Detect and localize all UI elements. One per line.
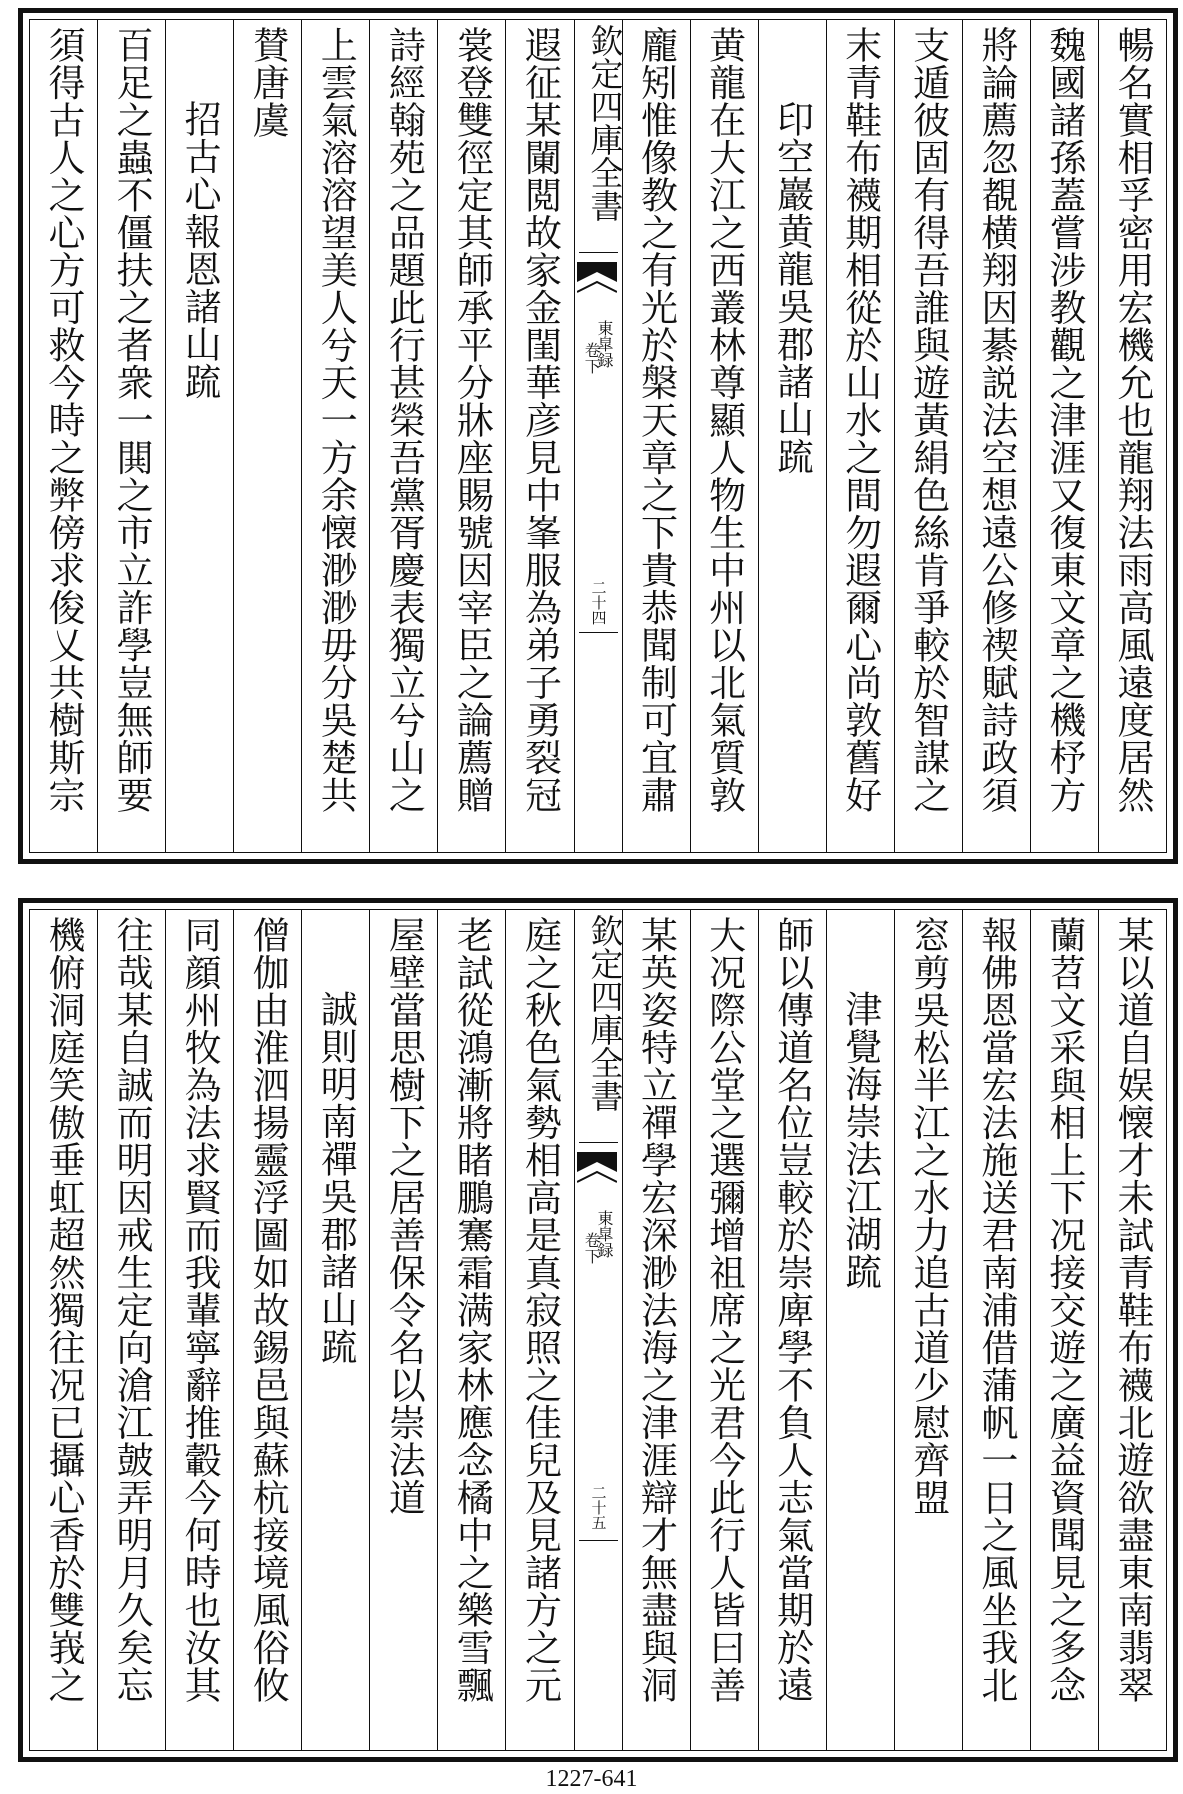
column-text: 同顔州牧為法求賢而我輩寧辭推轂今何時也汝其 [178, 916, 222, 1704]
column-text: 裳登雙徑定其師承平分牀座賜號因宰臣之論薦贈 [450, 26, 494, 814]
text-column [505, 910, 573, 1750]
fish-tail-mark-icon [577, 262, 617, 298]
column-text: 蘭苕文采與相上下况接交遊之廣益資聞見之多念 [1042, 916, 1086, 1704]
column-grid-top [29, 19, 1167, 853]
text-column [369, 910, 437, 1750]
column-text: 魏國諸孫蓋嘗涉教觀之津涯又復東文章之機杼方 [1042, 26, 1086, 814]
center-book-name: 東皐録 [595, 1210, 615, 1258]
fish-tail-mark-icon [577, 1152, 617, 1188]
text-column [30, 20, 97, 852]
text-column [1030, 910, 1098, 1750]
text-column [233, 910, 301, 1750]
column-grid-bottom [29, 909, 1167, 1751]
column-text: 僧伽由淮泗揚靈浮圖如故錫邑與蘇杭接境風俗攸 [246, 916, 290, 1704]
column-text: 百足之蟲不僵扶之者衆一閧之市立詐學豈無師要 [110, 26, 154, 814]
column-text: 師以傳道名位豈較於崇庳學不負人志氣當期於遠 [770, 916, 814, 1704]
text-column [505, 20, 573, 852]
center-page-number: 二十四 [589, 580, 608, 625]
center-title: 欽定四庫全書 [585, 24, 625, 222]
text-column [622, 20, 690, 852]
center-divider [579, 632, 618, 633]
center-page-number: 二十五 [589, 1485, 608, 1530]
center-divider [579, 1540, 618, 1541]
column-text: 大况際公堂之選彌增祖席之光君今此行人皆曰善 [702, 916, 746, 1704]
text-column [233, 20, 301, 852]
center-volume: 卷下 [582, 1232, 602, 1264]
column-text: 黄龍在大江之西叢林尊顯人物生中州以北氣質敦 [702, 26, 746, 814]
column-text: 賛唐虞 [246, 26, 290, 139]
text-column [301, 20, 369, 852]
column-text: 某以道自娱懐才未試青鞋布襪北遊欲盡東南翡翠 [1110, 916, 1154, 1704]
text-column [97, 20, 165, 852]
text-column [97, 910, 165, 1750]
column-text: 津覺海崇法江湖䟽 [838, 990, 882, 1290]
text-column [165, 20, 233, 852]
text-column [894, 20, 962, 852]
column-text: 上雲氣溶溶望美人兮天一方余懐渺渺毋分吳楚共 [314, 26, 358, 814]
text-column [369, 20, 437, 852]
text-column [437, 910, 505, 1750]
text-column [622, 910, 690, 1750]
text-column [962, 910, 1030, 1750]
text-column [690, 910, 758, 1750]
column-text: 老試從鴻漸將睹鵬騫霜满家林應念橘中之樂雪飄 [450, 916, 494, 1704]
text-column [758, 20, 826, 852]
page-number-footer: 1227-641 [545, 1766, 638, 1792]
text-column [30, 910, 97, 1750]
column-text: 庭之秋色氣勢相高是真寂照之佳兒及見諸方之元 [518, 916, 562, 1704]
center-fold-column [574, 20, 625, 852]
column-text: 龐矧惟像教之有光於槃天章之下貴恭聞制可宜肅 [634, 26, 678, 814]
center-divider [579, 252, 618, 253]
text-column [437, 20, 505, 852]
center-volume: 卷下 [582, 342, 602, 374]
text-column [894, 910, 962, 1750]
column-text: 支遁彼固有得吾誰與遊黃絹色絲肯爭較於智謀之 [906, 26, 950, 814]
column-text: 須得古人之心方可救今時之弊傍求俊乂共樹斯宗 [42, 26, 86, 814]
page-bottom [18, 898, 1178, 1762]
text-column [1098, 20, 1166, 852]
column-text: 招古心報恩諸山䟽 [178, 100, 222, 400]
text-column [1030, 20, 1098, 852]
column-text: 詩經翰苑之品題此行甚榮吾黨胥慶表獨立兮山之 [382, 26, 426, 814]
column-text: 機俯洞庭笑傲垂虹超然獨往况已攝心香於雙峩之 [42, 916, 86, 1704]
center-title: 欽定四庫全書 [585, 914, 625, 1112]
text-column [758, 910, 826, 1750]
text-column [826, 910, 894, 1750]
text-column [1098, 910, 1166, 1750]
column-text: 報佛恩當宏法施送君南浦借蒲帆一日之風坐我北 [974, 916, 1018, 1704]
column-text: 屋壁當思樹下之居善保令名以崇法道 [382, 916, 426, 1516]
text-column [826, 20, 894, 852]
column-text: 將論薦忽覩横翔因綦説法空想遠公修禊賦詩政須 [974, 26, 1018, 814]
column-text: 某英姿特立禪學宏深渺法海之津涯辯才無盡與洞 [634, 916, 678, 1704]
text-column [690, 20, 758, 852]
column-text: 遐征某䦨閲故家金閨華彦見中峯服為弟子勇裂冠 [518, 26, 562, 814]
column-text: 末青鞋布襪期相從於山水之間勿遐爾心尚敦舊好 [838, 26, 882, 814]
column-text: 窓剪吳松半江之水力追古道少慰齊盟 [906, 916, 950, 1516]
text-column [962, 20, 1030, 852]
center-book-name: 東皐録 [595, 320, 615, 368]
center-divider [579, 1142, 618, 1143]
column-text: 印空巖黄龍吳郡諸山䟽 [770, 100, 814, 475]
column-text: 暢名實相孚密用宏機允也龍翔法雨高風遠度居然 [1110, 26, 1154, 814]
center-fold-column [574, 910, 625, 1750]
column-text: 往哉某自誠而明因戒生定向滄江皷弄明月久矣忘 [110, 916, 154, 1704]
column-text: 誠則明南禪吳郡諸山䟽 [314, 990, 358, 1365]
page-top [18, 8, 1178, 864]
text-column [165, 910, 233, 1750]
text-column [301, 910, 369, 1750]
